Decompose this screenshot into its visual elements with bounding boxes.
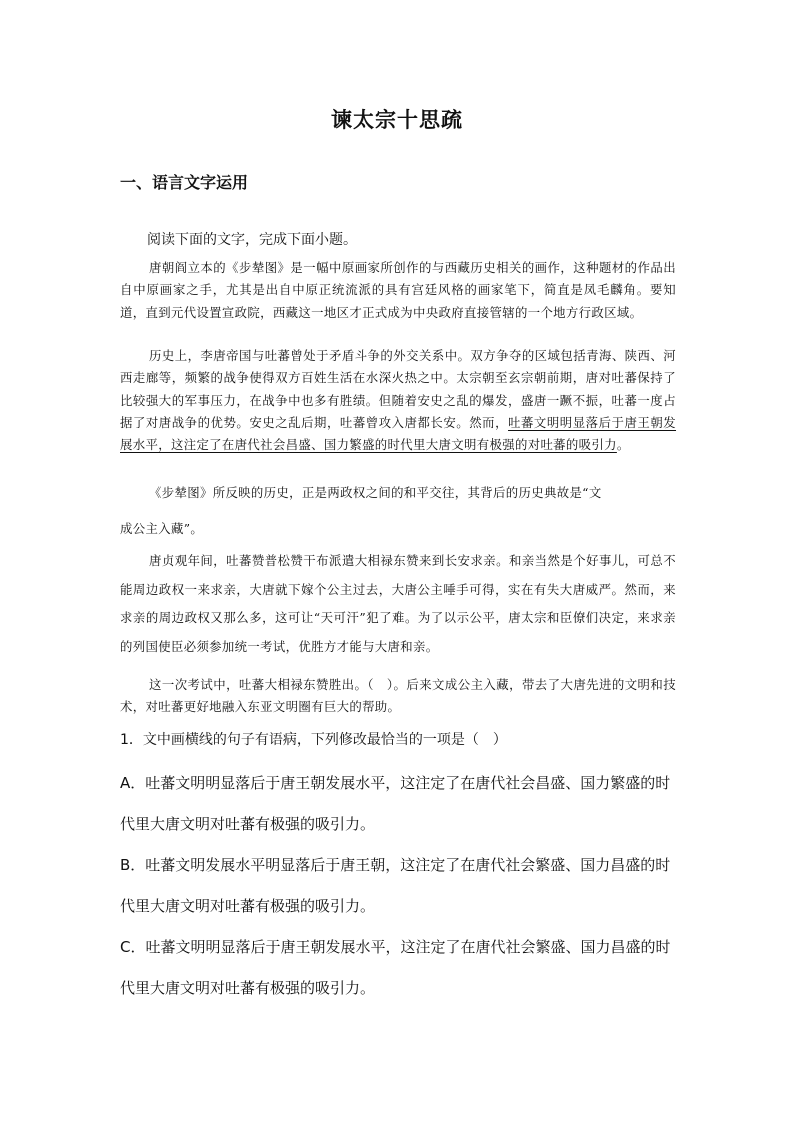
passage-paragraph-2-end: 。: [616, 437, 630, 453]
passage-paragraph-1: 唐朝阎立本的《步辇图》是一幅中原画家所创作的与西藏历史相关的画作，这种题材的作品出自中原画家之手，尤其是出自中原正统流派的具有宫廷风格的画家笔下，简直是凤毛麟角。要知道，直到元代设置宣政院，西藏这一地区才正式成为中央政府直接管辖的一个地方行政区域。: [120, 260, 676, 320]
section-heading: 一、语言文字运用: [120, 173, 249, 192]
option-a[interactable]: A．吐蕃文明明显落后于唐王朝发展水平，这注定了在唐代社会昌盛、国力繁盛的时代里大唐文明对吐蕃有极强的吸引力。: [120, 774, 671, 833]
passage-paragraph-4: 唐贞观年间，吐蕃赞普松赞干布派遣大相禄东赞来到长安求亲。和亲当然是个好事儿，可总不能周边政权一来求亲，大唐就下嫁个公主过去，大唐公主唾手可得，实在有失大唐威严。然而，来求亲的周边政权又那么多，这可让“天可汗”犯了难。为了以示公平，唐太宗和臣僚们决定，来求亲的列国使臣必须参加统一考试，优胜方才能与大唐和亲。: [120, 553, 676, 654]
passage-paragraph-3-line-1: 《步辇图》所反映的历史，正是两政权之间的和平交往，其背后的历史典故是“文: [149, 485, 602, 500]
option-b[interactable]: B．吐蕃文明发展水平明显落后于唐王朝，这注定了在唐代社会繁盛、国力昌盛的时代里大唐文明对吐蕃有极强的吸引力。: [120, 856, 671, 915]
passage-paragraph-5: 这一次考试中，吐蕃大相禄东赞胜出。（ ）。后来文成公主入藏，带去了大唐先进的文明和技术，对吐蕃更好地融入东亚文明圈有巨大的帮助。: [120, 677, 676, 715]
option-c[interactable]: C．吐蕃文明明显落后于唐王朝发展水平，这注定了在唐代社会繁盛、国力昌盛的时代里大唐文明对吐蕃有极强的吸引力。: [120, 938, 671, 997]
passage-paragraph-3-line-2: 成公主入藏”。: [120, 521, 204, 536]
question-stem: 1．文中画横线的句子有语病，下列修改最恰当的一项是（ ）: [120, 732, 507, 748]
passage-paragraph-2-start: 历史上，李唐帝国与吐蕃曾处于矛盾斗争的外交关系中。双方争夺的区域包括青海、陕西、河西走廊等，频繁的战争使得双方百姓生活在水深火热之中。太宗朝至玄宗朝前期，唐对吐蕃保持了比较强大的军事压力，在战争中也多有胜绩。但随着安史之乱的爆发，盛唐一蹶不振，吐蕃一度占据了对唐战争的优势。安史之乱后期，吐蕃曾攻入唐都长安。然而，: [120, 348, 676, 430]
passage-paragraph-2: [120, 345, 676, 456]
underlined-sentence: 吐蕃文明明显落后于唐王朝发展水平，这注定了在唐代社会昌盛、国力繁盛的时代里大唐文明有极强的对吐蕃的吸引力: [120, 414, 677, 453]
page-title: 谏太宗十思疏: [331, 108, 463, 132]
reading-instruction: 阅读下面的文字，完成下面小题。: [147, 232, 357, 248]
